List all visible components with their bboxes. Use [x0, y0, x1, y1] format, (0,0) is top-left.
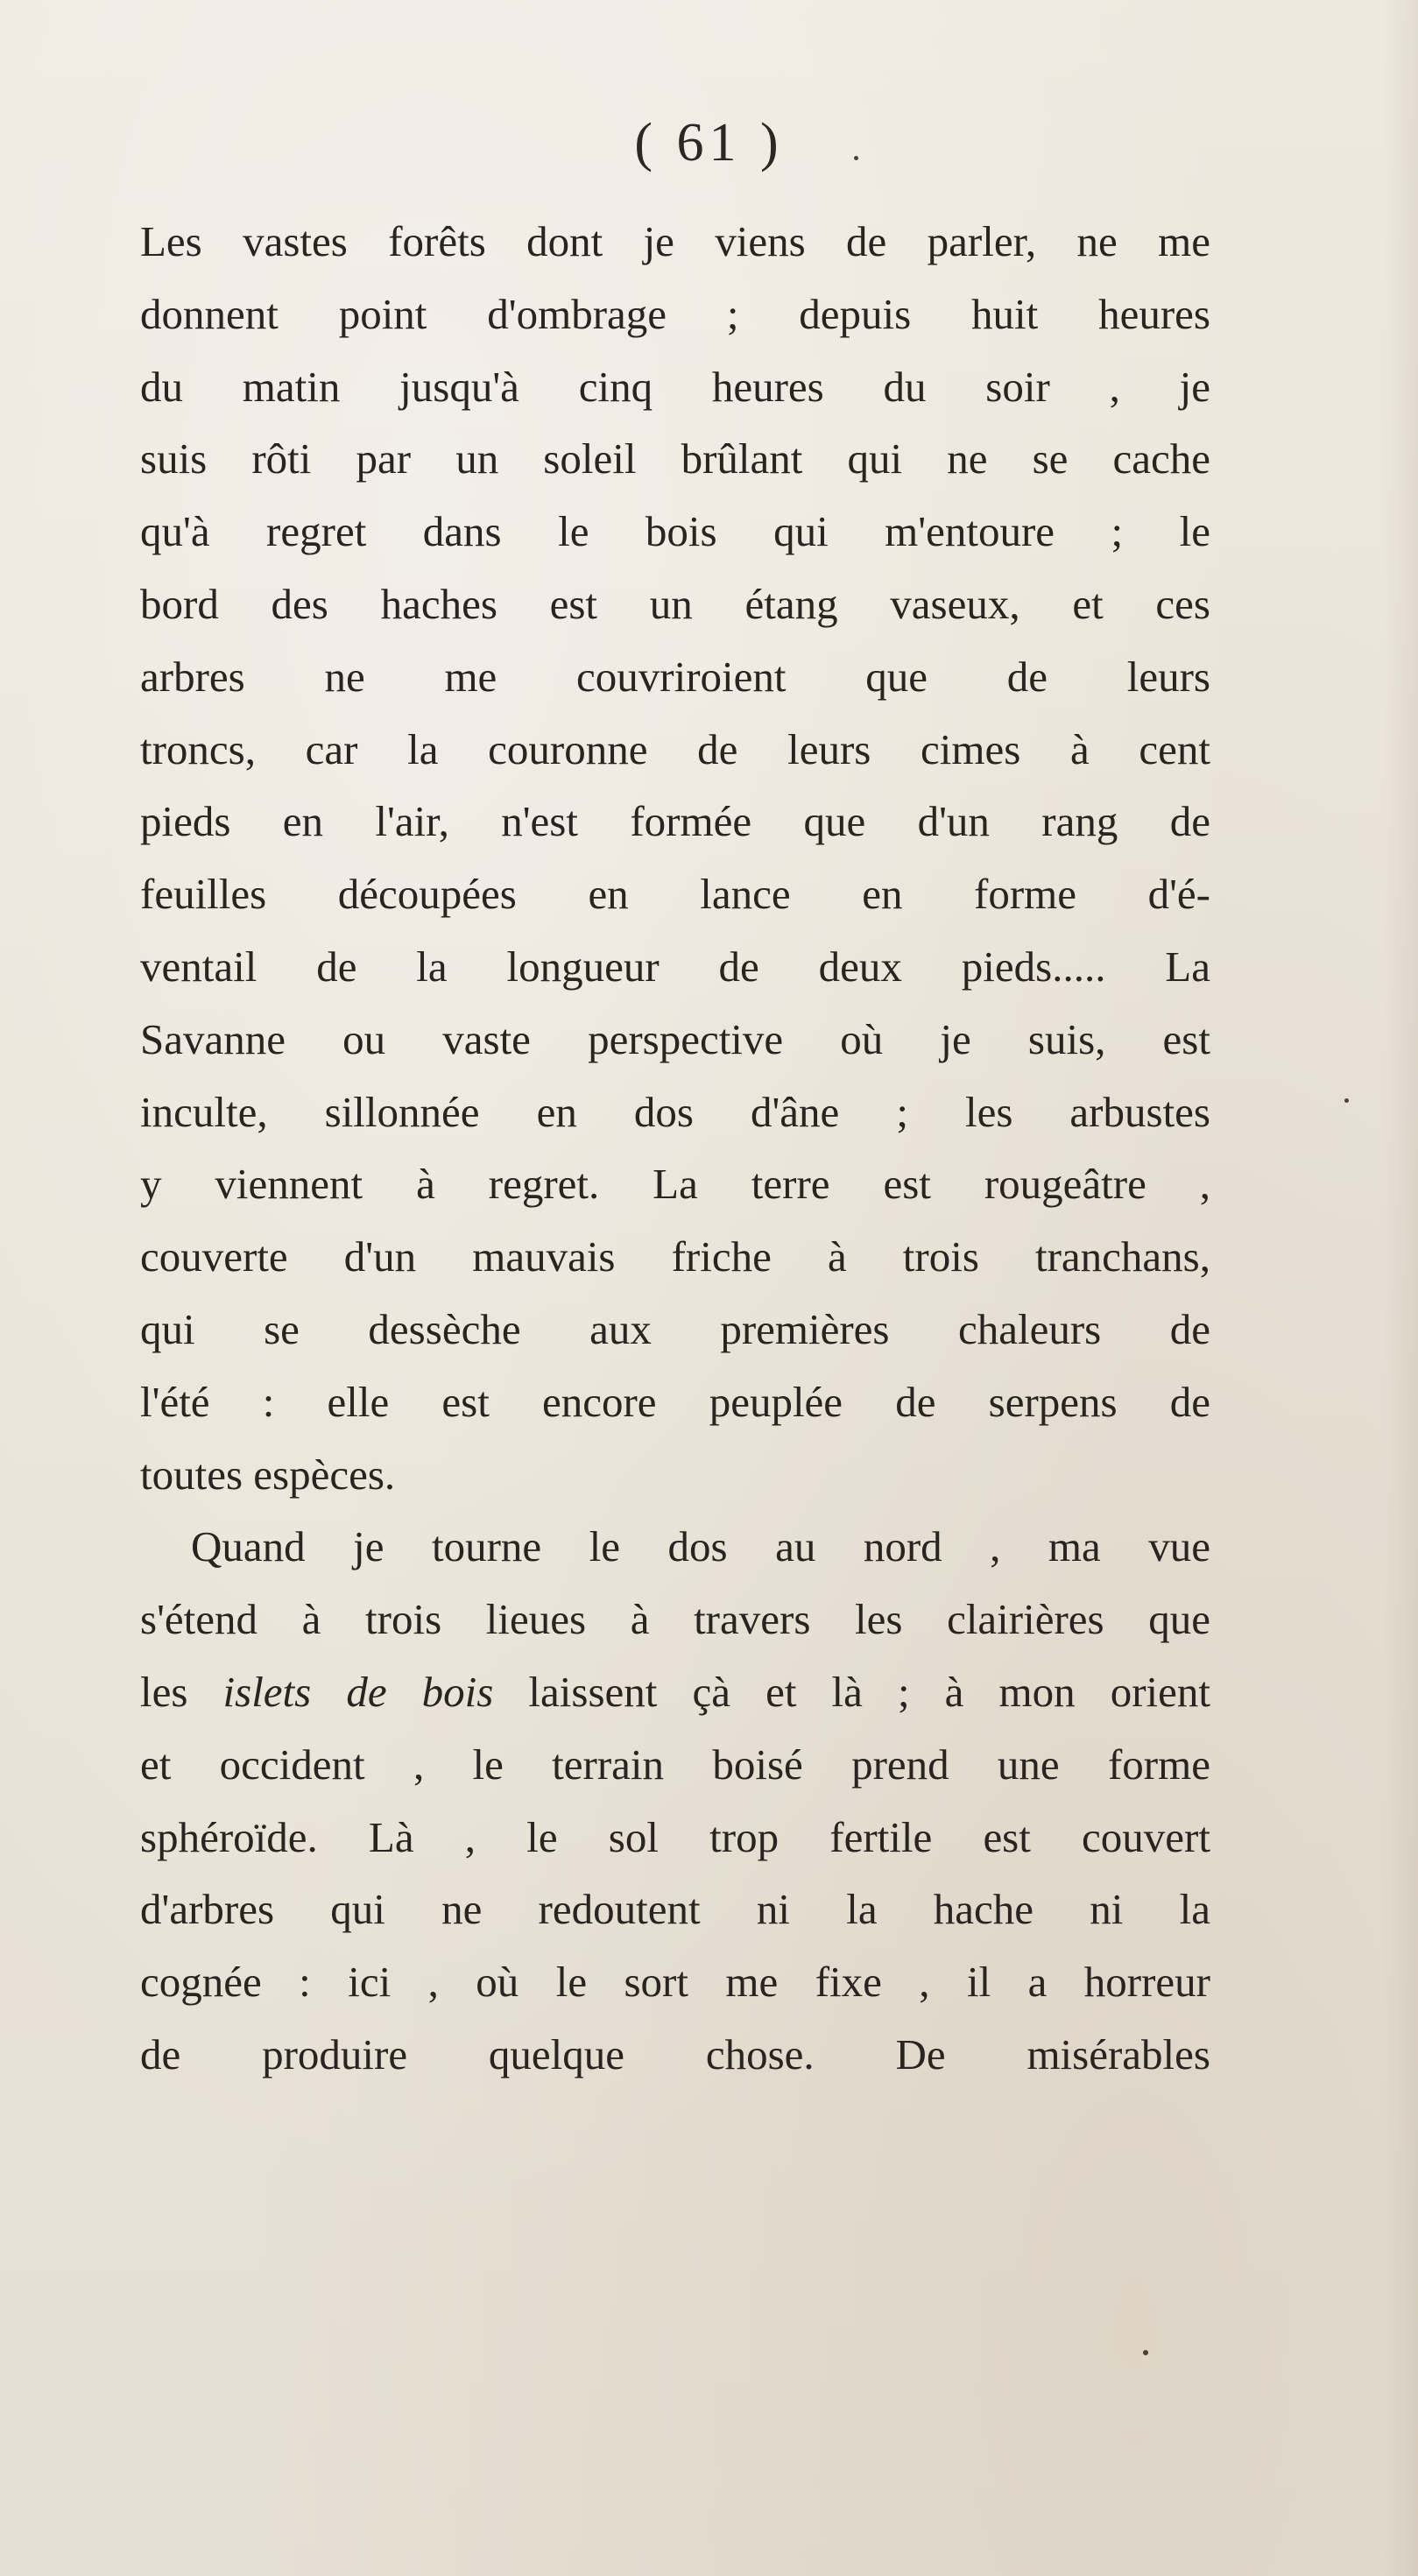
ink-speck — [854, 156, 858, 160]
text-line: suis rôti par un soleil brûlant qui ne se cache — [140, 434, 1210, 483]
text-line: pieds en l'air, n'est formée que d'un rang de — [140, 797, 1210, 846]
text-line-with-italic — [140, 1656, 1210, 1729]
text-line: toutes espèces. — [140, 1450, 396, 1499]
text-line: Savanne ou vaste perspective où je suis, est — [140, 1014, 1210, 1063]
text-line: feuilles découpées en lance en forme d'é- — [140, 870, 1210, 919]
body-text — [140, 206, 1210, 2092]
page-number: ( 61 ) — [634, 113, 784, 173]
text-segment: les — [140, 1667, 223, 1716]
text-line: inculte, sillonnée en dos d'âne ; les arbustes — [140, 1087, 1210, 1136]
text-line: donnent point d'ombrage ; depuis huit heures — [140, 289, 1210, 338]
text-line: l'été : elle est encore peuplée de serpens de — [140, 1377, 1210, 1426]
text-line: couverte d'un mauvais friche à trois tranchans, — [140, 1232, 1210, 1281]
text-line: qui se dessèche aux premières chaleurs de — [140, 1304, 1210, 1353]
text-line: de produire quelque chose. De misérables — [140, 2029, 1210, 2078]
text-segment: laissent çà et là ; à mon orient — [493, 1667, 1210, 1716]
text-line: cognée : ici , où le sort me fixe , il a horreur — [140, 1958, 1210, 2007]
text-line: sphéroïde. Là , le sol trop fertile est couvert — [140, 1812, 1210, 1861]
text-line: d'arbres qui ne redoutent ni la hache ni la — [140, 1885, 1210, 1934]
text-line: qu'à regret dans le bois qui m'entoure ; le — [140, 507, 1210, 556]
italic-phrase: islets de bois — [222, 1667, 494, 1716]
paragraph-first-line: Quand je tourne le dos au nord , ma vue — [191, 1522, 1210, 1571]
text-line: ventail de la longueur de deux pieds..... La — [140, 942, 1210, 991]
ink-speck — [1143, 2350, 1148, 2355]
text-line: s'étend à trois lieues à travers les clairières que — [140, 1595, 1210, 1644]
page-edge-shadow — [1383, 0, 1418, 2576]
text-line: Les vastes forêts dont je viens de parler, ne me — [140, 217, 1210, 265]
text-line: troncs, car la couronne de leurs cimes à cent — [140, 724, 1210, 773]
text-line: et occident , le terrain boisé prend une forme — [140, 1740, 1210, 1789]
text-line: du matin jusqu'à cinq heures du soir , je — [140, 362, 1210, 411]
text-line: arbres ne me couvriroient que de leurs — [140, 652, 1210, 701]
text-line: bord des haches est un étang vaseux, et ces — [140, 579, 1210, 628]
ink-speck — [1344, 1098, 1349, 1103]
text-line: y viennent à regret. La terre est rougeâtre , — [140, 1160, 1210, 1209]
